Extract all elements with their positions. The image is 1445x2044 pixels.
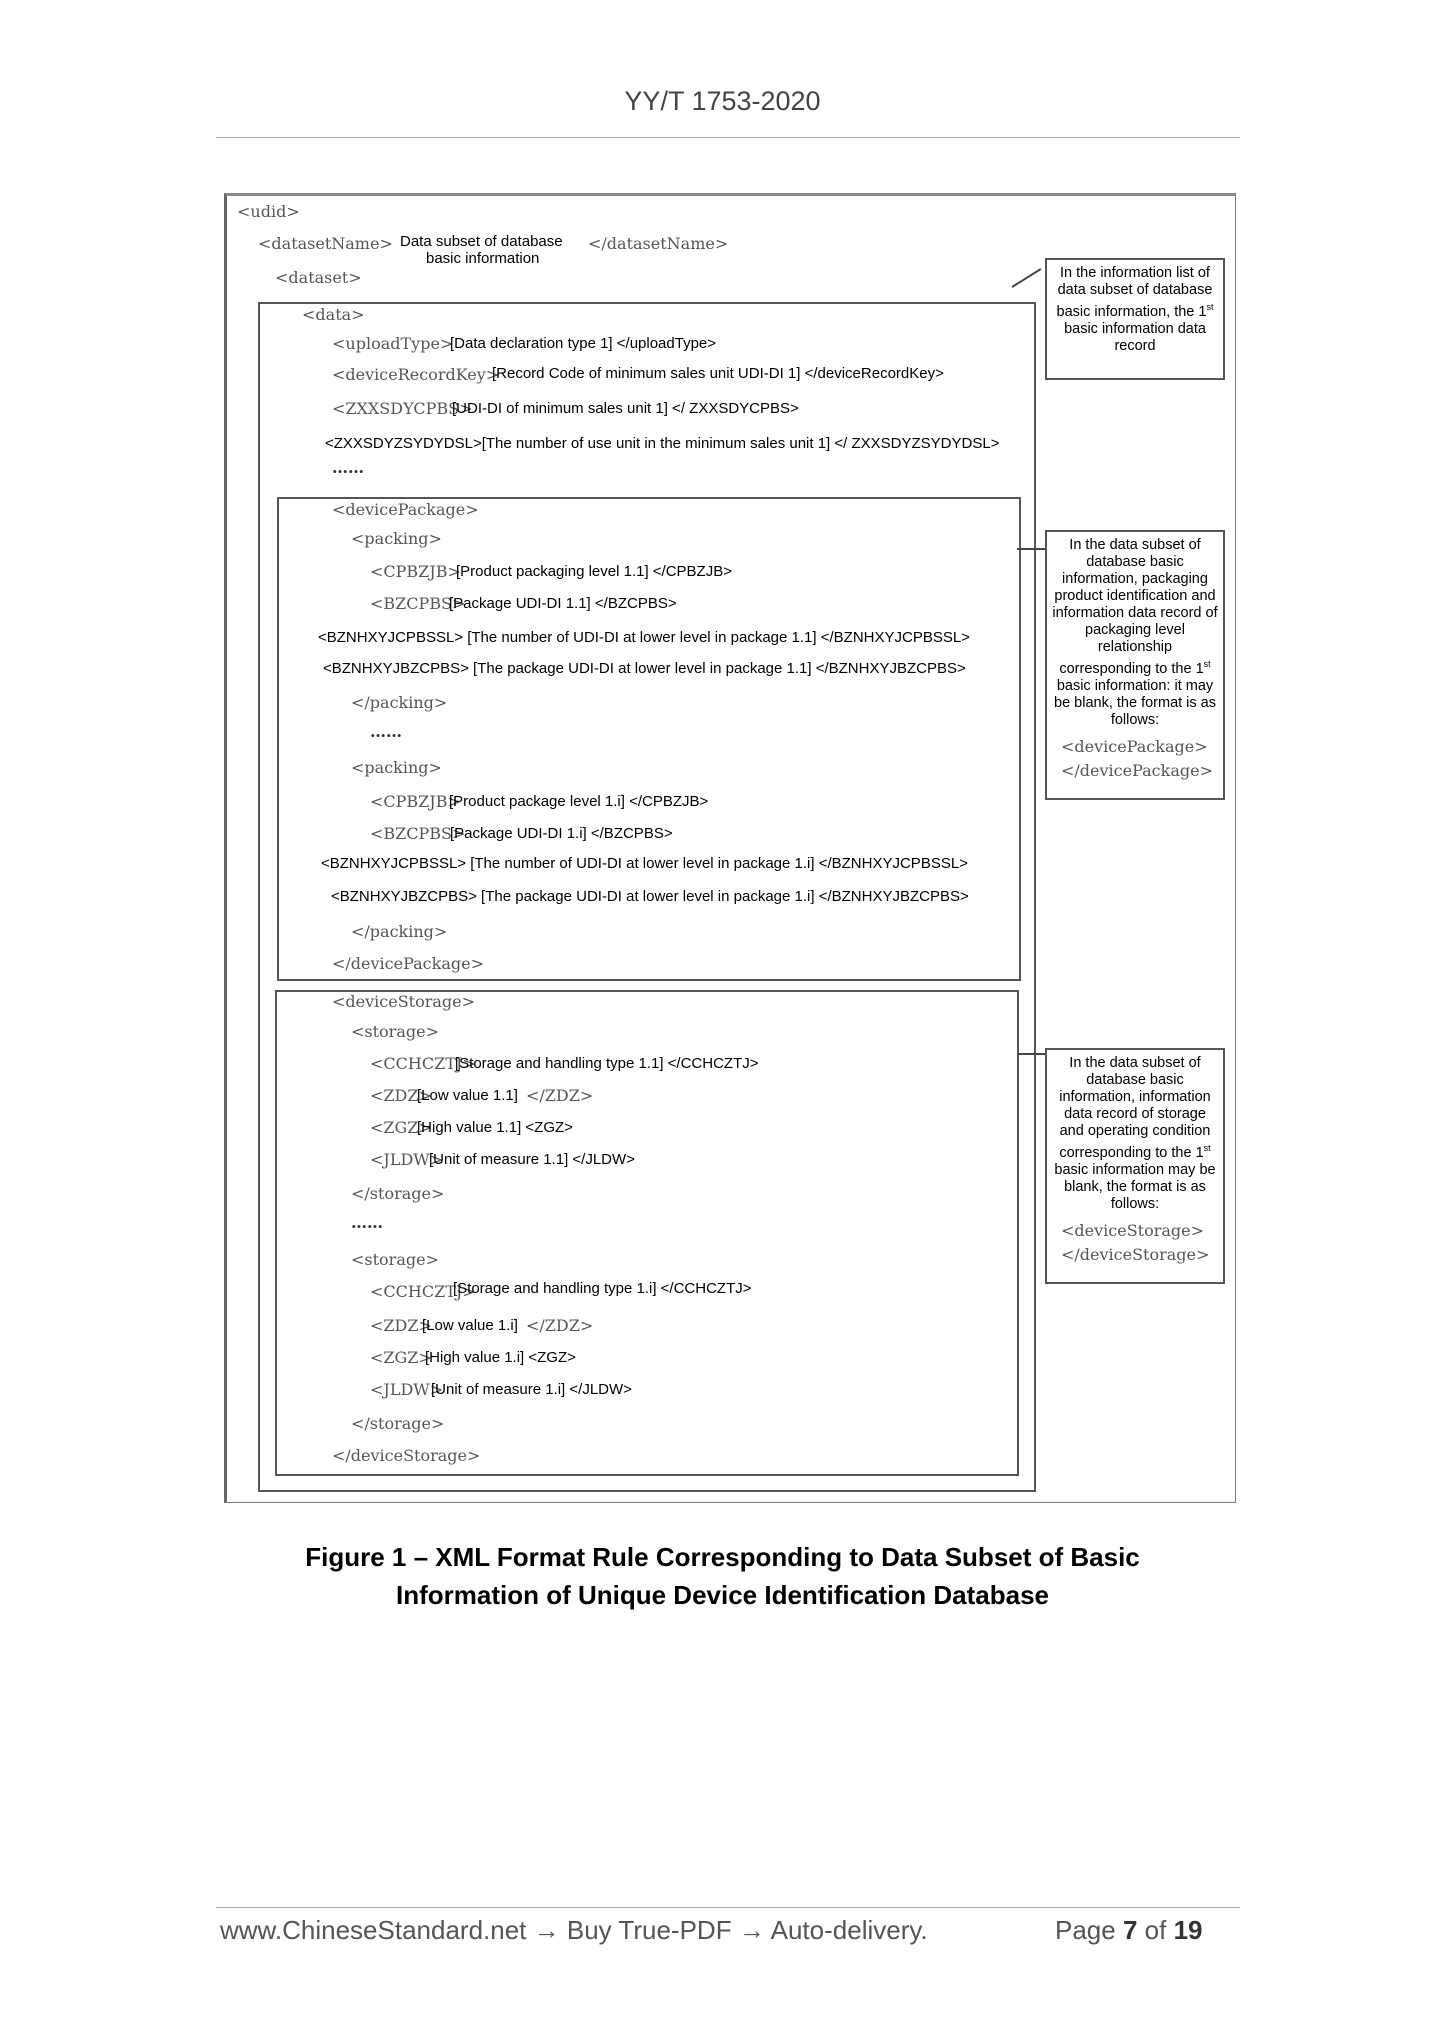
cchcztj-text-2: [Storage and handling type 1.i] </CCHCZTJ> (453, 1280, 752, 1297)
dataset-open-tag: <dataset> (275, 268, 362, 287)
zxxsdyzsydydsl-text: <ZXXSDYZSYDYDSL>[The number of use unit in the minimum sales unit 1] </ ZXXSDYZSYDYDSL> (325, 435, 1000, 452)
cpbzjb-text-2: [Product package level 1.i] </CPBZJB> (449, 793, 709, 810)
storage-open-tag-1: <storage> (351, 1022, 439, 1041)
header-rule (216, 137, 1240, 138)
note-3-text-b: basic information may be blank, the format is as follows: (1054, 1161, 1216, 1212)
dataset-name-text-1: Data subset of database (400, 233, 563, 250)
storage-close-tag-1: </storage> (351, 1184, 445, 1203)
annotation-note-3 (1045, 1048, 1225, 1284)
note-1-text-b: basic information data record (1064, 320, 1206, 354)
zdz-close-tag-2: </ZDZ> (526, 1316, 594, 1335)
zxxsdycpbs-tag: <ZXXSDYCPBS> (332, 399, 473, 418)
arrow-icon: → (738, 1915, 765, 1945)
device-package-close-tag: </devicePackage> (332, 954, 484, 973)
page-total: 19 (1173, 1915, 1203, 1945)
cchcztj-text-1: [Storage and handling type 1.1] </CCHCZTJ> (455, 1055, 759, 1072)
bzcpbs-text-1: [Package UDI-DI 1.1] </BZCPBS> (449, 595, 677, 612)
zgz-text-1: [High value 1.1] <ZGZ> (417, 1119, 573, 1136)
bznhxyjbzcpbs-text-2: <BZNHXYJBZCPBS> [The package UDI-DI at lower level in package 1.i] </BZNHXYJBZCPBS> (331, 888, 969, 905)
bznhxyjcpbssl-text-2: <BZNHXYJCPBSSL> [The number of UDI-DI at lower level in package 1.i] </BZNHXYJCPBSSL> (321, 855, 968, 872)
website-link[interactable]: www.ChineseStandard.net (220, 1915, 527, 1945)
device-record-key-tag: <deviceRecordKey> (332, 365, 500, 384)
ellipsis-3: …… (351, 1213, 383, 1232)
note-2-sup: st (1203, 659, 1211, 669)
leader-line-2 (1017, 548, 1045, 550)
note-3-tag-open: <deviceStorage> (1061, 1220, 1205, 1240)
upload-type-text: [Data declaration type 1] </uploadType> (450, 335, 717, 352)
cpbzjb-tag-1: <CPBZJB> (370, 562, 461, 581)
note-2-tag-open: <devicePackage> (1061, 736, 1208, 756)
storage-open-tag-2: <storage> (351, 1250, 439, 1269)
jldw-text-2: [Unit of measure 1.i] </JLDW> (431, 1381, 632, 1398)
dataset-name-open-tag: <datasetName> (258, 234, 393, 253)
annotation-note-1 (1045, 258, 1225, 380)
zdz-close-tag-1: </ZDZ> (526, 1086, 594, 1105)
leader-line-3 (1017, 1053, 1045, 1055)
data-open-tag: <data> (302, 305, 365, 324)
note-1-text-a: In the information list of data subset of database basic information, the 1 (1056, 265, 1213, 320)
arrow-icon: → (533, 1915, 560, 1945)
buy-true-pdf-text: Buy True-PDF (566, 1915, 732, 1945)
zgz-tag-1: <ZGZ> (370, 1118, 432, 1137)
document-id: YY/T 1753-2020 (624, 86, 821, 116)
device-package-open-tag: <devicePackage> (332, 500, 479, 519)
note-2-text-b: basic information: it may be blank, the format is as follows: (1054, 677, 1216, 728)
bznhxyjbzcpbs-text-1: <BZNHXYJBZCPBS> [The package UDI-DI at lower level in package 1.1] </BZNHXYJBZCPBS> (323, 660, 966, 677)
jldw-tag-1: <JLDW> (370, 1150, 444, 1169)
packing-close-tag-1: </packing> (351, 693, 448, 712)
footer-page-info (1055, 1915, 1203, 1946)
bzcpbs-tag-1: <BZCPBS> (370, 594, 466, 613)
dataset-name-text-2: basic information (426, 250, 540, 267)
cchcztj-tag-1: <CCHCZTJ> (370, 1054, 476, 1073)
figure-caption (0, 1538, 1445, 1614)
zdz-text-1: [Low value 1.1] (417, 1087, 518, 1104)
jldw-tag-2: <JLDW> (370, 1380, 444, 1399)
of-label: of (1144, 1915, 1167, 1945)
jldw-text-1: [Unit of measure 1.1] </JLDW> (429, 1151, 635, 1168)
packing-close-tag-2: </packing> (351, 922, 448, 941)
zdz-text-2: [Low value 1.i] (422, 1317, 518, 1334)
footer-rule (216, 1907, 1240, 1908)
page-label: Page (1055, 1915, 1116, 1945)
cpbzjb-tag-2: <CPBZJB> (370, 792, 461, 811)
page-number: 7 (1122, 1915, 1138, 1945)
bzcpbs-text-2: [Package UDI-DI 1.i] </BZCPBS> (450, 825, 673, 842)
device-storage-close-tag: </deviceStorage> (332, 1446, 481, 1465)
zdz-tag-2: <ZDZ> (370, 1316, 432, 1335)
note-3-tag-close: </deviceStorage> (1061, 1244, 1210, 1264)
note-1-sup: st (1206, 302, 1214, 312)
bznhxyjcpbssl-text-1: <BZNHXYJCPBSSL> [The number of UDI-DI at lower level in package 1.1] </BZNHXYJCPBSSL> (318, 629, 970, 646)
cpbzjb-text-1: [Product packaging level 1.1] </CPBZJB> (456, 563, 732, 580)
cchcztj-tag-2: <CCHCZTJ> (370, 1282, 476, 1301)
zgz-tag-2: <ZGZ> (370, 1348, 432, 1367)
storage-close-tag-2: </storage> (351, 1414, 445, 1433)
note-3-text-a: In the data subset of database basic information, information data record of storage and operating condition corresponding to the 1 (1059, 1055, 1211, 1161)
upload-type-tag: <uploadType> (332, 334, 454, 353)
device-record-key-text: [Record Code of minimum sales unit UDI-DI 1] </deviceRecordKey> (492, 365, 944, 382)
note-3-sup: st (1203, 1143, 1211, 1153)
footer-left (220, 1915, 928, 1946)
udid-open-tag: <udid> (237, 202, 300, 221)
device-storage-open-tag: <deviceStorage> (332, 992, 476, 1011)
zxxsdycpbs-text: [UDI-DI of minimum sales unit 1] </ ZXXSDYCPBS> (452, 400, 799, 417)
zdz-tag-1: <ZDZ> (370, 1086, 432, 1105)
bzcpbs-tag-2: <BZCPBS> (370, 824, 466, 843)
ellipsis-1: …… (332, 458, 364, 477)
note-2-tag-close: </devicePackage> (1061, 760, 1213, 780)
annotation-note-2 (1045, 530, 1225, 800)
caption-line-2: Information of Unique Device Identification Database (396, 1580, 1049, 1610)
note-2-text-a: In the data subset of database basic information, packaging product identification and information data record of packaging level relationship corresponding to the 1 (1052, 537, 1218, 677)
auto-delivery-text: Auto-delivery. (770, 1915, 928, 1945)
ellipsis-2: …… (370, 722, 402, 741)
packing-open-tag-2: <packing> (351, 758, 442, 777)
dataset-name-close-tag: </datasetName> (588, 234, 729, 253)
packing-open-tag-1: <packing> (351, 529, 442, 548)
zgz-text-2: [High value 1.i] <ZGZ> (425, 1349, 576, 1366)
caption-line-1: Figure 1 – XML Format Rule Corresponding to Data Subset of Basic (305, 1542, 1140, 1572)
